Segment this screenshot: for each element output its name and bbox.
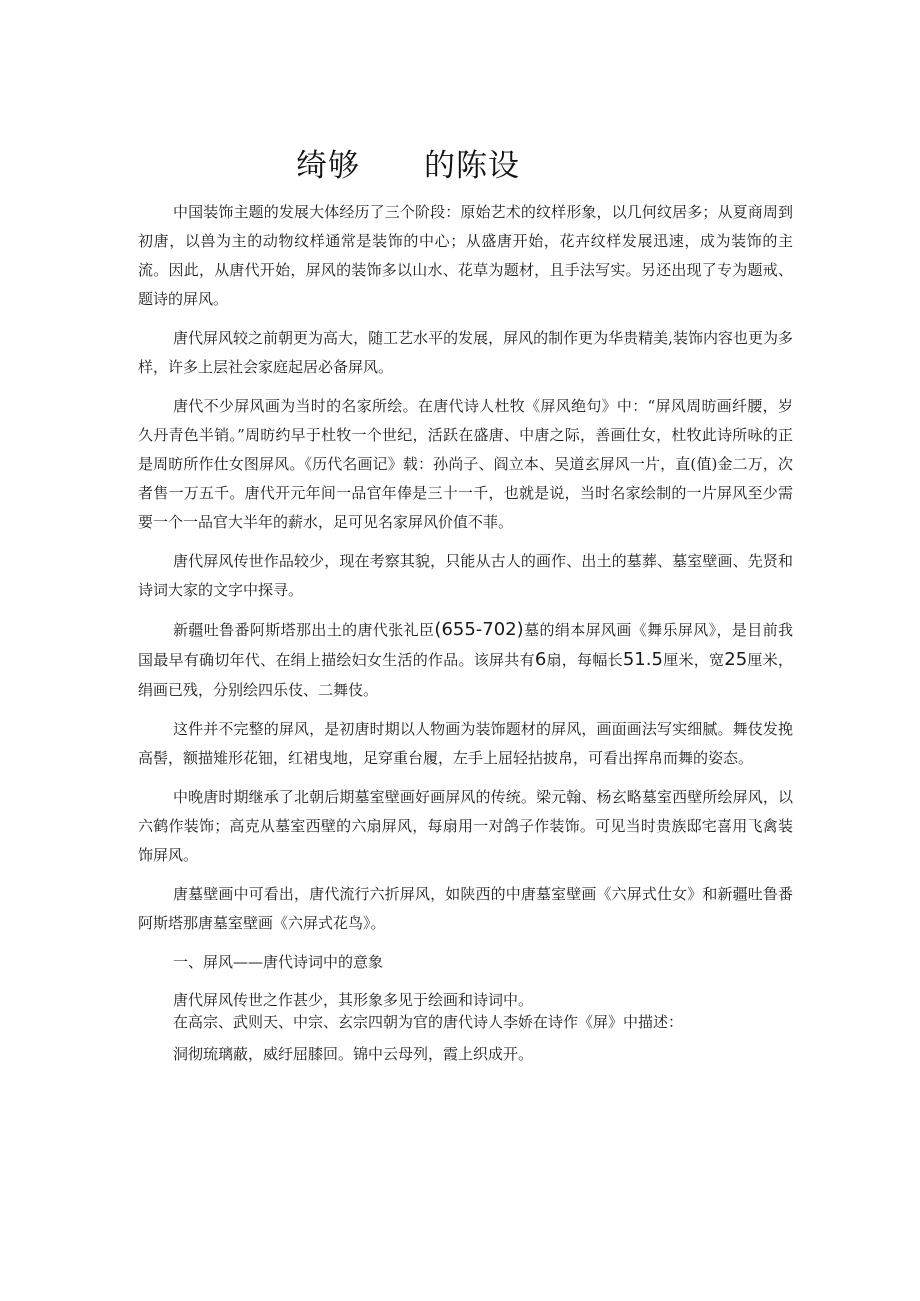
xinjiang-text-3: 扇，每幅长 — [546, 651, 623, 669]
xinjiang-text-1: 新疆吐鲁番阿斯塔那出土的唐代张礼臣 — [173, 621, 435, 639]
xinjiang-length: 51.5 — [622, 649, 663, 670]
paragraph-tang-screens: 唐代屏风较之前朝更为高大，随工艺水平的发展，屏风的制作更为华贵精美,装饰内容也更为多样，许多上层社会家庭起居必备屏风。 — [138, 329, 793, 376]
paragraph-six-fold-screens: 唐墓壁画中可看出，唐代流行六折屏风，如陕西的中唐墓室壁画《六屏式仕女》和新疆吐鲁番阿斯塔那唐墓室壁画《六屏式花鸟》。 — [138, 885, 793, 932]
title-part-2: 的陈设 — [424, 148, 520, 184]
page-title — [296, 140, 520, 185]
xinjiang-text-5: 厘米，绢画已残，分别绘四乐伎、二舞伎。 — [138, 651, 793, 699]
document-body — [138, 198, 793, 1065]
poem-line: 洞彻琉璃蔽，威纡屈膝回。锦中云母列，霞上织成开。 — [173, 1045, 534, 1063]
xinjiang-years: (655-702) — [434, 619, 524, 640]
xinjiang-text-2: 墓的绢本屏风画《舞乐屏风》，是目前我国最早有确切年代、在绢上描绘妇女生活的作品。该屏共有 — [138, 621, 793, 669]
paragraph-famous-painters: 唐代不少屏风画为当时的名家所绘。在唐代诗人杜牧《屏风绝句》中：“屏风周昉画纤腰，岁久丹青色半销。”周昉约早于杜牧一个世纪，活跃在盛唐、中唐之际，善画仕女，杜牧此诗所咏的正是周昉所作仕女图屏风。《历代名画记》载：孙尚子、阎立本、吴道玄屏风一片，直(值)金二万，次者售一万五千。唐代开元年间一品官年俸是三十一千，也就是说，当时名家绘制的一片屏风至少需要一个一品官大半年的薪水，足可见名家屏风价值不菲。 — [138, 397, 793, 531]
paragraph-decoration-themes: 中国装饰主题的发展大体经历了三个阶段：原始艺术的纹样形象，以几何纹居多；从夏商周到初唐，以兽为主的动物纹样通常是装饰的中心；从盛唐开始，花卉纹样发展迅速，成为装饰的主流。因此，从唐代开始，屏风的装饰多以山水、花草为题材，且手法写实。另还出现了专为题戒、题诗的屏风。 — [138, 203, 793, 308]
title-part-1: 绮够 — [296, 148, 360, 184]
xinjiang-width: 25 — [724, 649, 748, 670]
paragraph-dancer-description: 这件并不完整的屏风，是初唐时期以人物画为装饰题材的屏风，画面画法写实细腻。舞伎发挽高髻，额描雉形花钿，红裙曳地，足穿重台履，左手上屈轻拈披帛，可看出挥帛而舞的姿态。 — [138, 720, 793, 767]
paragraph-surviving-works: 唐代屏风传世作品较少，现在考察其貌，只能从古人的画作、出土的墓葬、墓室壁画、先贤和诗词大家的文字中探寻。 — [138, 552, 793, 599]
xinjiang-text-4: 厘米，宽 — [662, 651, 725, 669]
paragraph-xinjiang-screen — [138, 615, 793, 705]
section-heading: 一、屏风——唐代诗词中的意象 — [173, 953, 384, 971]
paragraph-late-tang-murals: 中晚唐时期继承了北朝后期墓室壁画好画屏风的传统。梁元翰、杨玄略墓室西壁所绘屏风，以六鹤作装饰；高克从墓室西壁的六扇屏风，每扇用一对鸽子作装饰。可见当时贵族邸宅喜用飞禽装饰屏风。 — [138, 788, 793, 864]
text-line-1: 唐代屏风传世之作甚少，其形象多见于绘画和诗词中。 — [173, 991, 534, 1009]
text-line-2: 在高宗、武则天、中宗、玄宗四朝为官的唐代诗人李娇在诗作《屏》中描述： — [173, 1013, 684, 1031]
xinjiang-panel-count: 6 — [534, 649, 547, 670]
